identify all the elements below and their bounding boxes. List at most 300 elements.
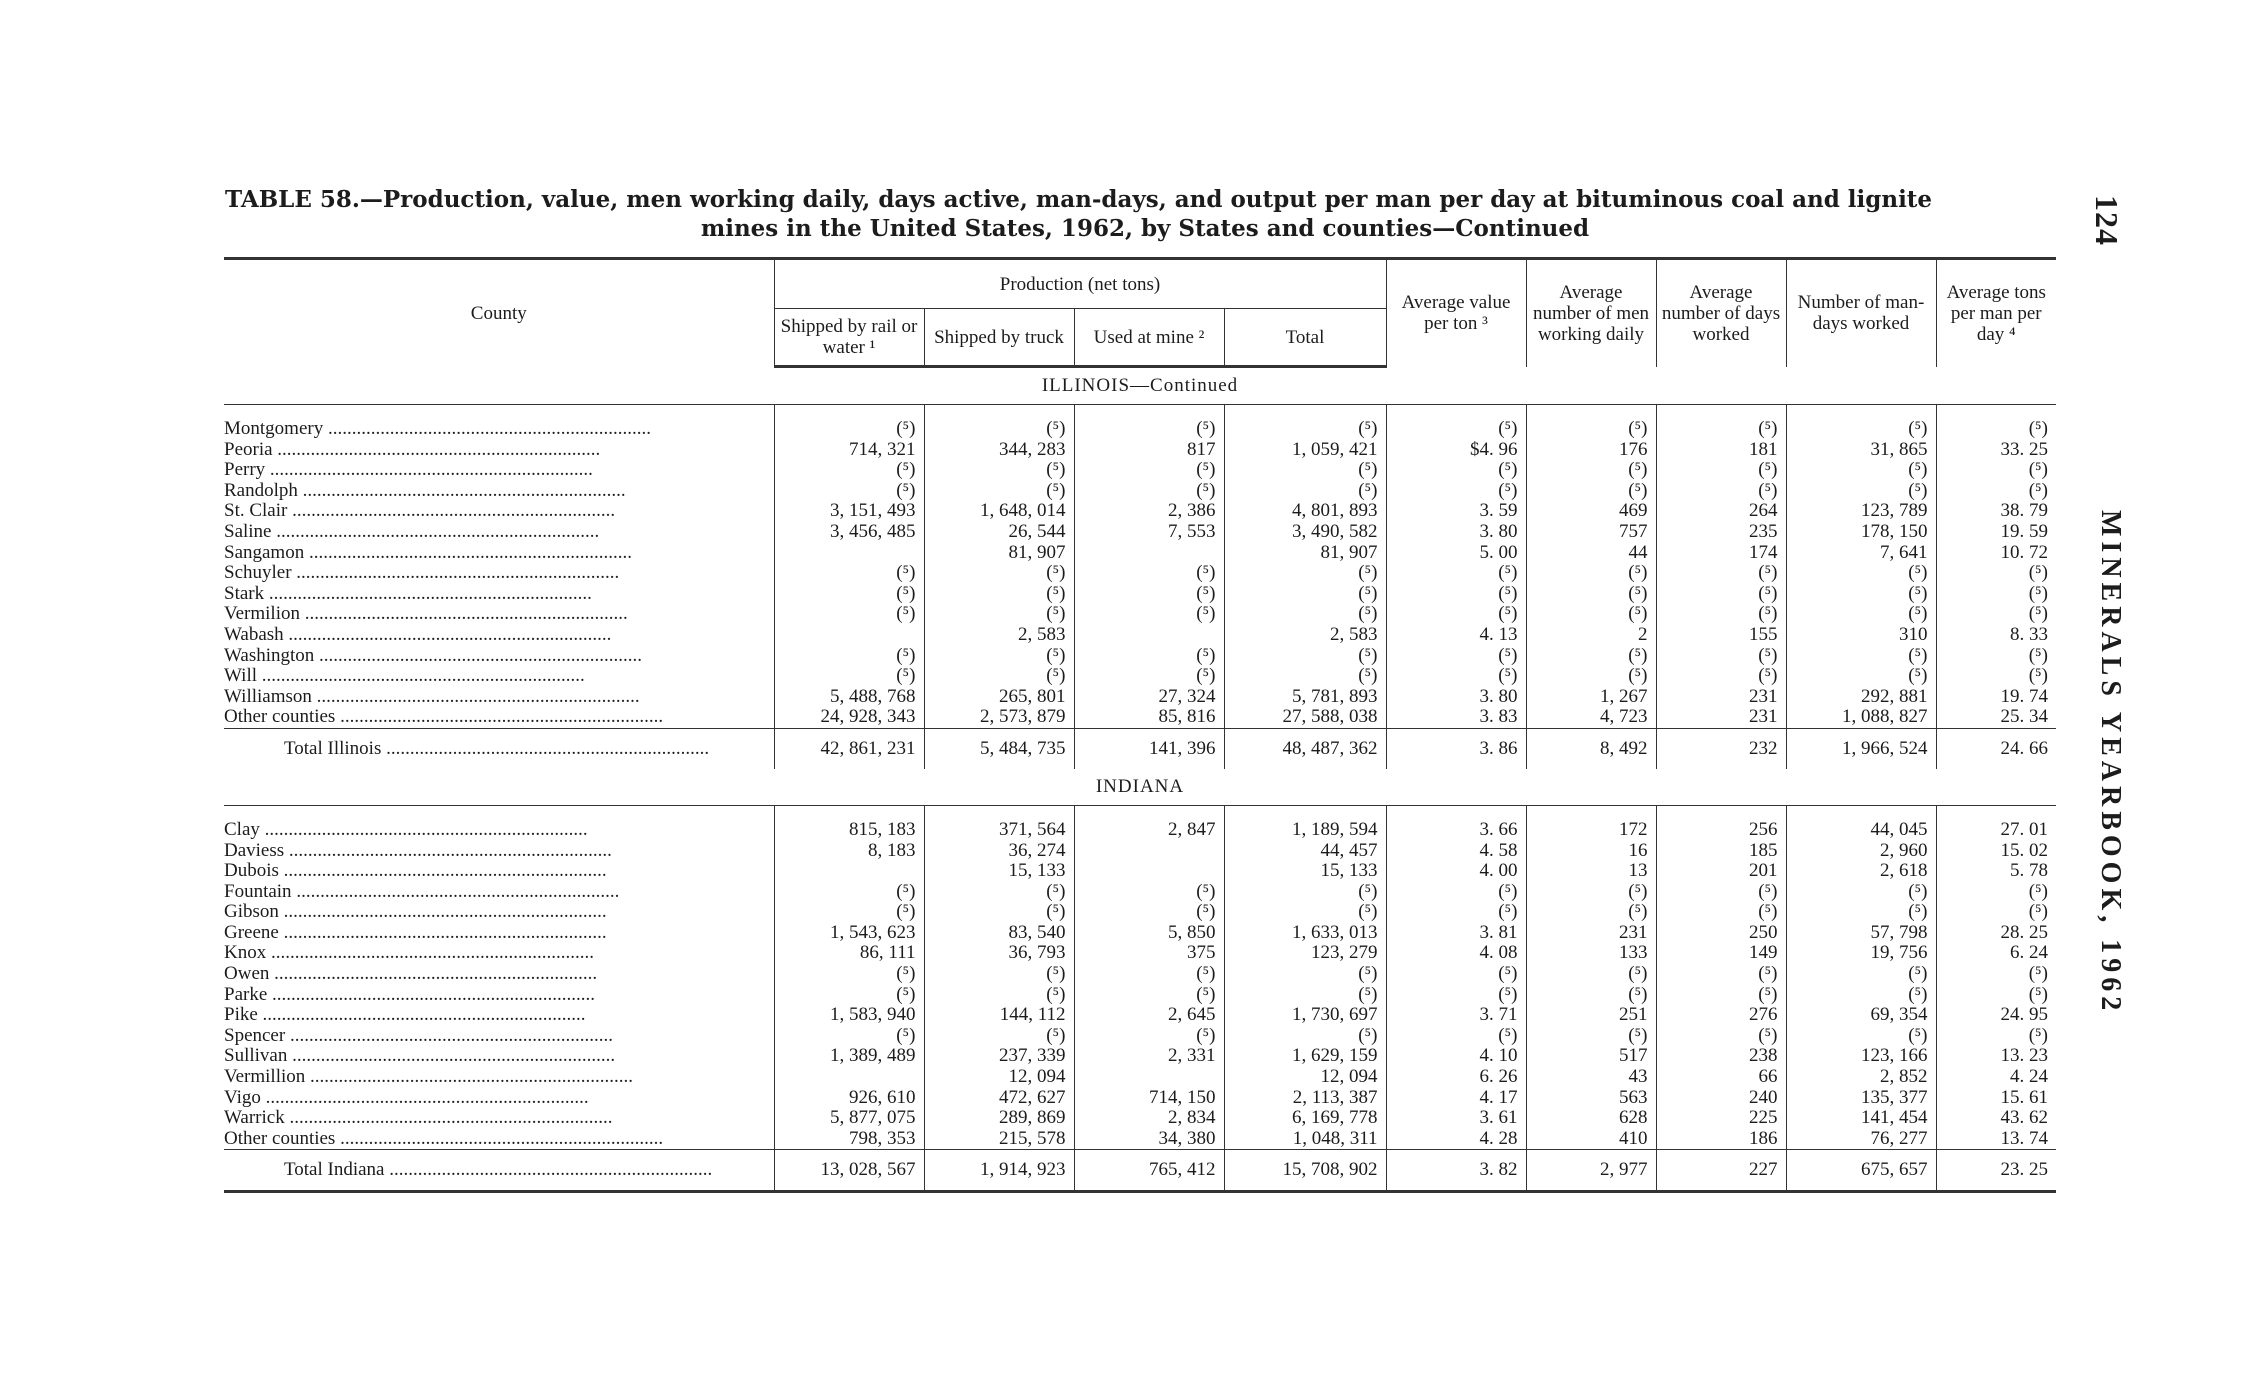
cell-value: (⁵) bbox=[1386, 604, 1526, 625]
cell-days: (⁵) bbox=[1656, 964, 1786, 985]
county-cell bbox=[224, 543, 774, 564]
cell-rail: 1, 389, 489 bbox=[774, 1046, 924, 1067]
cell-value: 4. 00 bbox=[1386, 861, 1526, 882]
cell-mandays: 141, 454 bbox=[1786, 1108, 1936, 1129]
cell-used: (⁵) bbox=[1074, 460, 1224, 481]
cell-rail: 1, 543, 623 bbox=[774, 923, 924, 944]
table-row bbox=[224, 584, 2056, 605]
cell-used: (⁵) bbox=[1074, 481, 1224, 502]
cell-days: (⁵) bbox=[1656, 481, 1786, 502]
cell-truck: 83, 540 bbox=[924, 923, 1074, 944]
cell-rail: (⁵) bbox=[774, 460, 924, 481]
cell-rail: (⁵) bbox=[774, 1026, 924, 1047]
cell-total: (⁵) bbox=[1224, 902, 1386, 923]
cell-total: (⁵) bbox=[1224, 646, 1386, 667]
cell-truck: 371, 564 bbox=[924, 820, 1074, 841]
cell-tons: (⁵) bbox=[1936, 460, 2056, 481]
cell-used: 2, 331 bbox=[1074, 1046, 1224, 1067]
header-shipped-rail: Shipped by rail or water ¹ bbox=[774, 309, 924, 367]
cell-total: 3, 490, 582 bbox=[1224, 522, 1386, 543]
cell-truck: 26, 544 bbox=[924, 522, 1074, 543]
cell-days: 231 bbox=[1656, 707, 1786, 728]
cell-days: 66 bbox=[1656, 1067, 1786, 1088]
county-cell bbox=[224, 625, 774, 646]
cell-truck: (⁵) bbox=[924, 985, 1074, 1006]
cell-men: 172 bbox=[1526, 820, 1656, 841]
cell-truck: (⁵) bbox=[924, 563, 1074, 584]
cell-used: (⁵) bbox=[1074, 419, 1224, 440]
cell-tons: (⁵) bbox=[1936, 882, 2056, 903]
cell-days: (⁵) bbox=[1656, 563, 1786, 584]
header-value-per-ton: Average value per ton ³ bbox=[1386, 259, 1526, 367]
cell-mandays: (⁵) bbox=[1786, 985, 1936, 1006]
county-cell bbox=[224, 707, 774, 728]
cell-value: (⁵) bbox=[1386, 1026, 1526, 1047]
cell-men: 231 bbox=[1526, 923, 1656, 944]
table-row bbox=[224, 440, 2056, 461]
county-name: Pike ..... bbox=[224, 1005, 766, 1026]
table-row bbox=[224, 460, 2056, 481]
cell-days: 256 bbox=[1656, 820, 1786, 841]
cell-mandays: 123, 789 bbox=[1786, 501, 1936, 522]
cell-value: 3. 80 bbox=[1386, 522, 1526, 543]
cell-men: (⁵) bbox=[1526, 882, 1656, 903]
cell-value: 3. 83 bbox=[1386, 707, 1526, 728]
cell-tons: 23. 25 bbox=[1936, 1150, 2056, 1192]
cell-tons: 24. 95 bbox=[1936, 1005, 2056, 1026]
cell-used: 2, 834 bbox=[1074, 1108, 1224, 1129]
cell-used: (⁵) bbox=[1074, 985, 1224, 1006]
cell-value: $4. 96 bbox=[1386, 440, 1526, 461]
cell-days: (⁵) bbox=[1656, 902, 1786, 923]
cell-men: (⁵) bbox=[1526, 584, 1656, 605]
county-name: Other counties ..... bbox=[224, 1129, 766, 1150]
cell-days: (⁵) bbox=[1656, 460, 1786, 481]
cell-days: 186 bbox=[1656, 1129, 1786, 1150]
page-number: 124 bbox=[2089, 195, 2125, 246]
spacer-row bbox=[224, 405, 2056, 420]
cell-used: 714, 150 bbox=[1074, 1088, 1224, 1109]
county-cell bbox=[224, 841, 774, 862]
cell-truck: 144, 112 bbox=[924, 1005, 1074, 1026]
cell-truck: (⁵) bbox=[924, 964, 1074, 985]
cell-used: (⁵) bbox=[1074, 563, 1224, 584]
county-name: Greene ..... bbox=[224, 923, 766, 944]
cell-tons: 27. 01 bbox=[1936, 820, 2056, 841]
table-row bbox=[224, 1108, 2056, 1129]
cell-rail: (⁵) bbox=[774, 646, 924, 667]
total-row bbox=[224, 1150, 2056, 1192]
cell-mandays: 69, 354 bbox=[1786, 1005, 1936, 1026]
cell-total: 1, 048, 311 bbox=[1224, 1129, 1386, 1150]
cell-used: 141, 396 bbox=[1074, 728, 1224, 769]
cell-truck: (⁵) bbox=[924, 481, 1074, 502]
cell-truck: 472, 627 bbox=[924, 1088, 1074, 1109]
county-cell bbox=[224, 584, 774, 605]
cell-rail: (⁵) bbox=[774, 964, 924, 985]
header-county: County bbox=[224, 259, 774, 367]
cell-rail: 42, 861, 231 bbox=[774, 728, 924, 769]
cell-value: (⁵) bbox=[1386, 419, 1526, 440]
cell-rail: (⁵) bbox=[774, 985, 924, 1006]
cell-days: (⁵) bbox=[1656, 1026, 1786, 1047]
county-name: Spencer ..... bbox=[224, 1026, 766, 1047]
cell-days: (⁵) bbox=[1656, 985, 1786, 1006]
cell-total: (⁵) bbox=[1224, 584, 1386, 605]
county-cell bbox=[224, 1108, 774, 1129]
county-name: Total Illinois ..... bbox=[284, 729, 766, 769]
table-row bbox=[224, 902, 2056, 923]
cell-rail: (⁵) bbox=[774, 584, 924, 605]
cell-days: 238 bbox=[1656, 1046, 1786, 1067]
cell-used bbox=[1074, 861, 1224, 882]
cell-truck: 2, 583 bbox=[924, 625, 1074, 646]
county-name: Sullivan ..... bbox=[224, 1046, 766, 1067]
cell-mandays: (⁵) bbox=[1786, 882, 1936, 903]
cell-value: 3. 86 bbox=[1386, 728, 1526, 769]
cell-rail: 8, 183 bbox=[774, 841, 924, 862]
county-name: Owen ..... bbox=[224, 964, 766, 985]
cell-tons: 8. 33 bbox=[1936, 625, 2056, 646]
table-body bbox=[224, 367, 2056, 1192]
cell-men: 563 bbox=[1526, 1088, 1656, 1109]
cell-rail: (⁵) bbox=[774, 666, 924, 687]
cell-total: (⁵) bbox=[1224, 985, 1386, 1006]
cell-value: 4. 17 bbox=[1386, 1088, 1526, 1109]
county-name: Total Indiana ..... bbox=[284, 1150, 766, 1190]
cell-total: 1, 189, 594 bbox=[1224, 820, 1386, 841]
cell-value: (⁵) bbox=[1386, 666, 1526, 687]
county-cell bbox=[224, 1026, 774, 1047]
county-name: Vigo ..... bbox=[224, 1088, 766, 1109]
cell-total: (⁵) bbox=[1224, 563, 1386, 584]
cell-value: 3. 81 bbox=[1386, 923, 1526, 944]
cell-rail: (⁵) bbox=[774, 604, 924, 625]
table-row bbox=[224, 964, 2056, 985]
header-shipped-truck: Shipped by truck bbox=[924, 309, 1074, 367]
county-name: Stark ..... bbox=[224, 584, 766, 605]
cell-truck: (⁵) bbox=[924, 584, 1074, 605]
cell-men: 469 bbox=[1526, 501, 1656, 522]
cell-truck: 36, 793 bbox=[924, 943, 1074, 964]
cell-mandays: (⁵) bbox=[1786, 604, 1936, 625]
cell-men: (⁵) bbox=[1526, 419, 1656, 440]
cell-used: (⁵) bbox=[1074, 666, 1224, 687]
cell-rail: (⁵) bbox=[774, 882, 924, 903]
cell-tons: (⁵) bbox=[1936, 419, 2056, 440]
cell-tons: 28. 25 bbox=[1936, 923, 2056, 944]
cell-used bbox=[1074, 625, 1224, 646]
cell-value: 4. 10 bbox=[1386, 1046, 1526, 1067]
county-cell bbox=[224, 419, 774, 440]
cell-rail bbox=[774, 861, 924, 882]
cell-value: (⁵) bbox=[1386, 985, 1526, 1006]
cell-truck: (⁵) bbox=[924, 460, 1074, 481]
table-title bbox=[225, 185, 2065, 243]
table-row bbox=[224, 882, 2056, 903]
cell-mandays: (⁵) bbox=[1786, 584, 1936, 605]
cell-men: (⁵) bbox=[1526, 460, 1656, 481]
table-row bbox=[224, 923, 2056, 944]
cell-total: 4, 801, 893 bbox=[1224, 501, 1386, 522]
cell-total: (⁵) bbox=[1224, 882, 1386, 903]
county-name: Parke ..... bbox=[224, 985, 766, 1006]
cell-used bbox=[1074, 841, 1224, 862]
cell-total: (⁵) bbox=[1224, 1026, 1386, 1047]
header-tons-per-man: Average tons per man per day ⁴ bbox=[1936, 259, 2056, 367]
cell-used: 5, 850 bbox=[1074, 923, 1224, 944]
cell-truck: (⁵) bbox=[924, 882, 1074, 903]
county-cell bbox=[224, 440, 774, 461]
cell-tons: (⁵) bbox=[1936, 666, 2056, 687]
cell-rail: 714, 321 bbox=[774, 440, 924, 461]
cell-rail: 1, 583, 940 bbox=[774, 1005, 924, 1026]
cell-days: (⁵) bbox=[1656, 646, 1786, 667]
cell-men: (⁵) bbox=[1526, 964, 1656, 985]
cell-men: 176 bbox=[1526, 440, 1656, 461]
cell-used: (⁵) bbox=[1074, 646, 1224, 667]
cell-mandays: (⁵) bbox=[1786, 481, 1936, 502]
cell-men: 757 bbox=[1526, 522, 1656, 543]
cell-truck: (⁵) bbox=[924, 1026, 1074, 1047]
cell-tons: (⁵) bbox=[1936, 604, 2056, 625]
cell-used: 2, 386 bbox=[1074, 501, 1224, 522]
table-row bbox=[224, 563, 2056, 584]
cell-truck: 344, 283 bbox=[924, 440, 1074, 461]
cell-value: 3. 82 bbox=[1386, 1150, 1526, 1192]
county-cell bbox=[224, 943, 774, 964]
cell-mandays: 178, 150 bbox=[1786, 522, 1936, 543]
cell-men: 16 bbox=[1526, 841, 1656, 862]
header-man-days: Number of man-days worked bbox=[1786, 259, 1936, 367]
cell-used: 34, 380 bbox=[1074, 1129, 1224, 1150]
cell-tons: 10. 72 bbox=[1936, 543, 2056, 564]
cell-men: (⁵) bbox=[1526, 646, 1656, 667]
cell-tons: 6. 24 bbox=[1936, 943, 2056, 964]
county-cell bbox=[224, 985, 774, 1006]
cell-tons: (⁵) bbox=[1936, 902, 2056, 923]
cell-tons: 15. 61 bbox=[1936, 1088, 2056, 1109]
table-row bbox=[224, 707, 2056, 728]
county-cell bbox=[224, 460, 774, 481]
cell-value: 3. 66 bbox=[1386, 820, 1526, 841]
cell-value: (⁵) bbox=[1386, 584, 1526, 605]
county-cell bbox=[224, 646, 774, 667]
cell-tons: 33. 25 bbox=[1936, 440, 2056, 461]
cell-value: 5. 00 bbox=[1386, 543, 1526, 564]
cell-rail: (⁵) bbox=[774, 902, 924, 923]
cell-total: 1, 629, 159 bbox=[1224, 1046, 1386, 1067]
cell-used: 2, 847 bbox=[1074, 820, 1224, 841]
cell-total: 2, 113, 387 bbox=[1224, 1088, 1386, 1109]
cell-mandays: 123, 166 bbox=[1786, 1046, 1936, 1067]
cell-tons: 13. 74 bbox=[1936, 1129, 2056, 1150]
table-row bbox=[224, 1088, 2056, 1109]
section-title: ILLINOIS—Continued bbox=[224, 367, 2056, 405]
cell-total: 1, 633, 013 bbox=[1224, 923, 1386, 944]
county-name: Gibson ..... bbox=[224, 902, 766, 923]
cell-mandays: 44, 045 bbox=[1786, 820, 1936, 841]
cell-value: 3. 61 bbox=[1386, 1108, 1526, 1129]
county-name: Montgomery ..... bbox=[224, 419, 766, 440]
cell-men: 43 bbox=[1526, 1067, 1656, 1088]
county-cell bbox=[224, 861, 774, 882]
cell-truck: 1, 648, 014 bbox=[924, 501, 1074, 522]
cell-truck: (⁵) bbox=[924, 666, 1074, 687]
cell-total: 123, 279 bbox=[1224, 943, 1386, 964]
cell-tons: 24. 66 bbox=[1936, 728, 2056, 769]
table-row bbox=[224, 419, 2056, 440]
table-row bbox=[224, 861, 2056, 882]
cell-mandays: (⁵) bbox=[1786, 563, 1936, 584]
cell-tons: 19. 59 bbox=[1936, 522, 2056, 543]
section-header bbox=[224, 769, 2056, 806]
cell-rail: (⁵) bbox=[774, 419, 924, 440]
cell-value: 3. 80 bbox=[1386, 687, 1526, 708]
cell-total: 12, 094 bbox=[1224, 1067, 1386, 1088]
county-name: Will ..... bbox=[224, 666, 766, 687]
cell-truck: 215, 578 bbox=[924, 1129, 1074, 1150]
county-name: Washington ..... bbox=[224, 646, 766, 667]
cell-used: (⁵) bbox=[1074, 902, 1224, 923]
header-days-worked: Average number of days worked bbox=[1656, 259, 1786, 367]
county-name: Saline ..... bbox=[224, 522, 766, 543]
cell-men: (⁵) bbox=[1526, 1026, 1656, 1047]
cell-men: (⁵) bbox=[1526, 481, 1656, 502]
cell-truck: 289, 869 bbox=[924, 1108, 1074, 1129]
county-name: Peoria ..... bbox=[224, 440, 766, 461]
cell-total: 1, 059, 421 bbox=[1224, 440, 1386, 461]
table-row bbox=[224, 501, 2056, 522]
cell-total: 6, 169, 778 bbox=[1224, 1108, 1386, 1129]
cell-men: 133 bbox=[1526, 943, 1656, 964]
cell-truck: (⁵) bbox=[924, 419, 1074, 440]
county-name: Dubois ..... bbox=[224, 861, 766, 882]
cell-mandays: 2, 852 bbox=[1786, 1067, 1936, 1088]
county-name: Clay ..... bbox=[224, 820, 766, 841]
coal-production-table bbox=[224, 257, 2056, 1193]
cell-men: (⁵) bbox=[1526, 604, 1656, 625]
county-cell bbox=[224, 882, 774, 903]
county-name: Knox ..... bbox=[224, 943, 766, 964]
cell-mandays: 1, 088, 827 bbox=[1786, 707, 1936, 728]
cell-days: 264 bbox=[1656, 501, 1786, 522]
cell-value: (⁵) bbox=[1386, 460, 1526, 481]
cell-tons: 38. 79 bbox=[1936, 501, 2056, 522]
cell-mandays: (⁵) bbox=[1786, 902, 1936, 923]
cell-mandays: (⁵) bbox=[1786, 419, 1936, 440]
cell-total: 5, 781, 893 bbox=[1224, 687, 1386, 708]
cell-total: (⁵) bbox=[1224, 666, 1386, 687]
section-title: INDIANA bbox=[224, 769, 2056, 806]
cell-men: 4, 723 bbox=[1526, 707, 1656, 728]
table-row bbox=[224, 985, 2056, 1006]
table-row bbox=[224, 1026, 2056, 1047]
cell-mandays: 1, 966, 524 bbox=[1786, 728, 1936, 769]
cell-tons: (⁵) bbox=[1936, 646, 2056, 667]
cell-value: 4. 13 bbox=[1386, 625, 1526, 646]
cell-value: 3. 71 bbox=[1386, 1005, 1526, 1026]
county-name: Sangamon ..... bbox=[224, 543, 766, 564]
cell-days: 240 bbox=[1656, 1088, 1786, 1109]
cell-rail: 926, 610 bbox=[774, 1088, 924, 1109]
cell-tons: (⁵) bbox=[1936, 563, 2056, 584]
cell-total: 15, 708, 902 bbox=[1224, 1150, 1386, 1192]
cell-days: 185 bbox=[1656, 841, 1786, 862]
cell-rail bbox=[774, 543, 924, 564]
cell-rail: 5, 488, 768 bbox=[774, 687, 924, 708]
cell-mandays: 7, 641 bbox=[1786, 543, 1936, 564]
cell-total: 44, 457 bbox=[1224, 841, 1386, 862]
cell-tons: 4. 24 bbox=[1936, 1067, 2056, 1088]
cell-rail: (⁵) bbox=[774, 481, 924, 502]
cell-men: 2 bbox=[1526, 625, 1656, 646]
cell-mandays: 57, 798 bbox=[1786, 923, 1936, 944]
cell-rail bbox=[774, 625, 924, 646]
cell-tons: 15. 02 bbox=[1936, 841, 2056, 862]
cell-mandays: (⁵) bbox=[1786, 666, 1936, 687]
cell-value: (⁵) bbox=[1386, 563, 1526, 584]
cell-value: 3. 59 bbox=[1386, 501, 1526, 522]
table-title-line2: mines in the United States, 1962, by States and counties—Continued bbox=[700, 215, 1590, 242]
cell-mandays: 135, 377 bbox=[1786, 1088, 1936, 1109]
cell-used: 85, 816 bbox=[1074, 707, 1224, 728]
county-name: Other counties ..... bbox=[224, 707, 766, 728]
table-row bbox=[224, 666, 2056, 687]
cell-men: 251 bbox=[1526, 1005, 1656, 1026]
cell-used: 2, 645 bbox=[1074, 1005, 1224, 1026]
cell-truck: 15, 133 bbox=[924, 861, 1074, 882]
county-cell bbox=[224, 1005, 774, 1026]
cell-total: (⁵) bbox=[1224, 604, 1386, 625]
cell-value: 4. 08 bbox=[1386, 943, 1526, 964]
cell-value: (⁵) bbox=[1386, 882, 1526, 903]
cell-used bbox=[1074, 543, 1224, 564]
cell-men: (⁵) bbox=[1526, 985, 1656, 1006]
cell-value: (⁵) bbox=[1386, 902, 1526, 923]
cell-tons: 43. 62 bbox=[1936, 1108, 2056, 1129]
cell-truck: (⁵) bbox=[924, 646, 1074, 667]
county-cell bbox=[224, 563, 774, 584]
cell-mandays: 310 bbox=[1786, 625, 1936, 646]
county-name: Randolph ..... bbox=[224, 481, 766, 502]
cell-rail: 24, 928, 343 bbox=[774, 707, 924, 728]
table-row bbox=[224, 1067, 2056, 1088]
table-row bbox=[224, 543, 2056, 564]
cell-days: 225 bbox=[1656, 1108, 1786, 1129]
cell-mandays: 2, 960 bbox=[1786, 841, 1936, 862]
cell-men: (⁵) bbox=[1526, 666, 1656, 687]
county-name: St. Clair ..... bbox=[224, 501, 766, 522]
table-row bbox=[224, 1046, 2056, 1067]
cell-days: (⁵) bbox=[1656, 666, 1786, 687]
cell-used: (⁵) bbox=[1074, 584, 1224, 605]
cell-truck: 36, 274 bbox=[924, 841, 1074, 862]
cell-mandays: (⁵) bbox=[1786, 964, 1936, 985]
cell-men: 44 bbox=[1526, 543, 1656, 564]
cell-tons: 19. 74 bbox=[1936, 687, 2056, 708]
cell-total: 48, 487, 362 bbox=[1224, 728, 1386, 769]
table-row bbox=[224, 943, 2056, 964]
cell-men: 8, 492 bbox=[1526, 728, 1656, 769]
cell-days: 149 bbox=[1656, 943, 1786, 964]
county-name: Schuyler ..... bbox=[224, 563, 766, 584]
county-cell bbox=[224, 902, 774, 923]
spacer-row bbox=[224, 805, 2056, 820]
county-name: Fountain ..... bbox=[224, 882, 766, 903]
county-cell bbox=[224, 604, 774, 625]
cell-used: 375 bbox=[1074, 943, 1224, 964]
